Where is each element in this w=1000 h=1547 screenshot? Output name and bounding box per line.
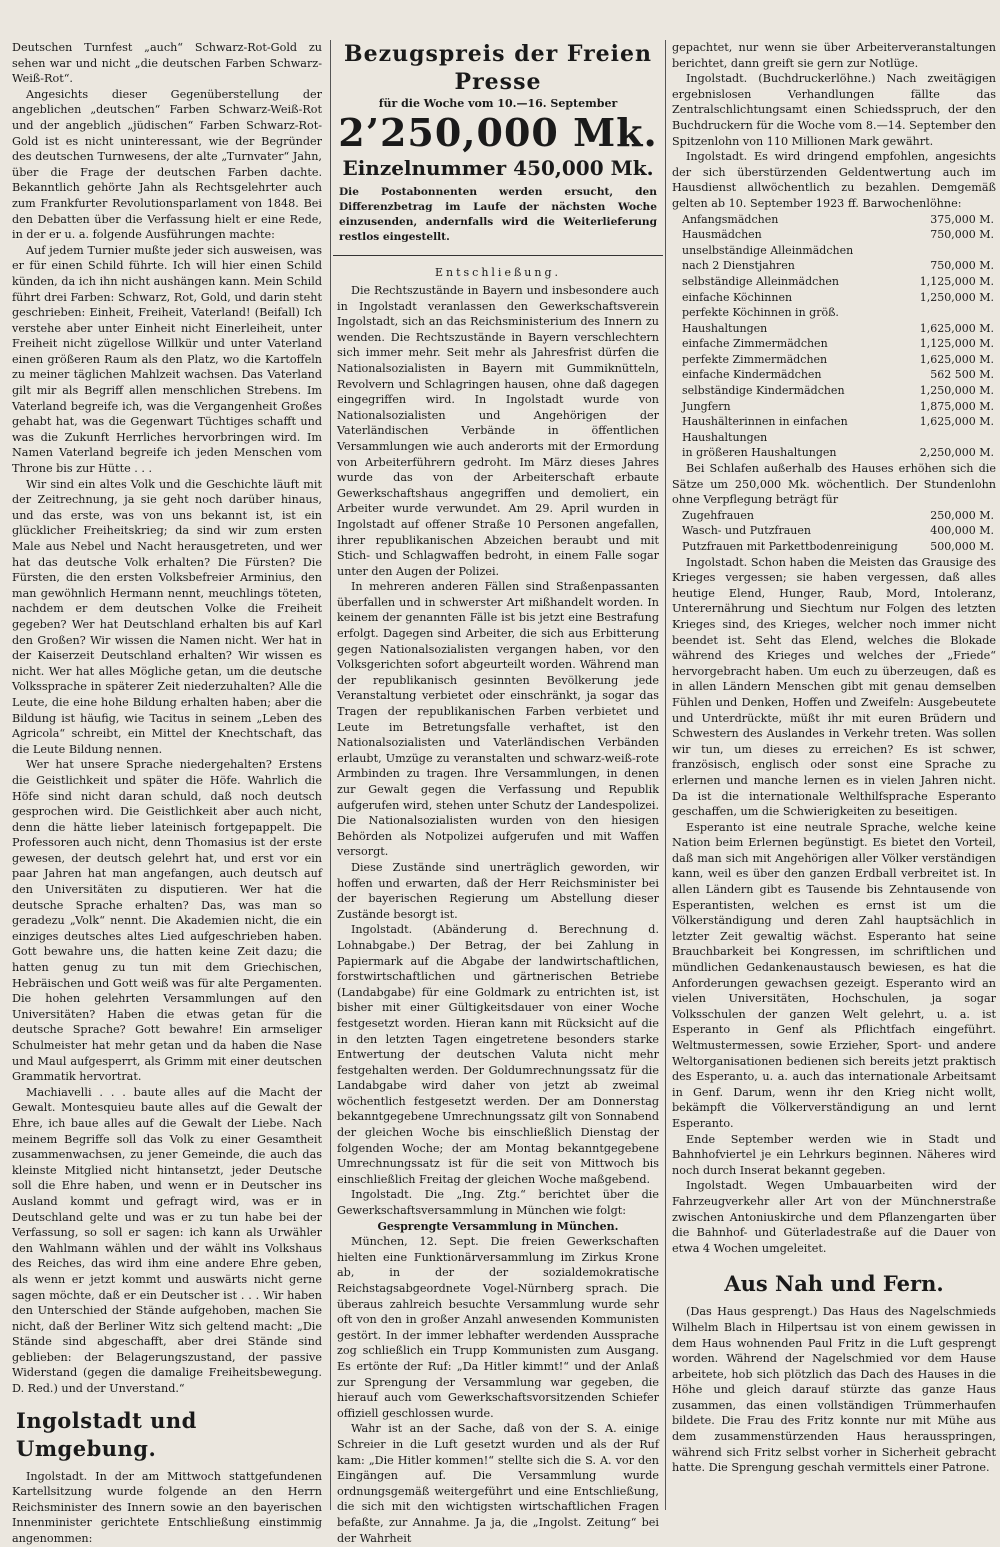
wage-value: 1,250,000 M. [919, 290, 994, 304]
article-paragraph: Ingolstadt. (Buchdruckerlöhne.) Nach zweitägigen ergebnislosen Verhandlungen fällte das Zentralschlichtungsamt einen Schiedsspruch, der den Buchdruckern für die Woche vom 8.—14. September den Spitzenlohn von 110 Millionen Mark gewährt. [672, 72, 996, 148]
article-paragraph: Wer hat unsere Sprache niedergehalten? Erstens die Geistlichkeit und später die Höfe. Wahrlich die Höfe sind nicht daran schuld, daß noch deutsch gesprochen wird. Die Geistlichkeit aber auch nicht, denn die hätte lieber lateinisch fortgepappelt. Die Professoren auch nicht, denn Thomasius ist der erste gewesen, der deutsch gelehrt hat, und erst vor ein paar Jahren hat man angefangen, auch deutsch auf den Universitäten zu disputieren. Wer hat die deutsche Sprache erhalten? Das, was man so geradezu „Volk“ nennt. Die Akademien nicht, die ein einziges deutsches altes Lied aufgeschrieben haben. Gott bewahre uns, die hatten keine Zeit dazu; die hatten genug zu tun mit dem Griechischen, Hebräischen und Gott weiß was für alte Pergamenten. Die hohen gelehrten Versammlungen auf den Universitäten? Haben die etwas getan für die deutsche Sprache? Gott bewahre! Ein armseliger Schulmeister hat mehr getan und da haben die Nase und Maul aufgesperrt, als Grimm mit einer deutschen Grammatik hervortrat. [12, 758, 322, 1084]
wage-label: perfekte Köchinnen in größ. [682, 306, 839, 320]
article-paragraph: Wir sind ein altes Volk und die Geschichte läuft mit der Zeitrechnung, ja sie geht noch darüber hinaus, und das erste, was von uns bekannt ist, ist ein glücklicher Freiheitskrieg; da sind wir zum ersten Male aus Nebel und Nacht herausgetreten, und wer hat das deutsche Volk erhalten? Die Fürsten? Die Fürsten, die den ersten Volksbefreier Arminius, den man gewöhnlich Hermann nennt, meuchlings töteten, nachdem er dem deutschen Volke die Freiheit gegeben? Wer hat Deutschland erhalten bis auf Karl den Großen? Wir wissen die Namen nicht. Wer hat in der Kaiserzeit Deutschland erhalten? Wir wissen es nicht. Wer hat alles Mögliche getan, um die deutsche Volkssprache in späterer Zeit niederzuhalten? Alle die Leute, die eine hohe Bildung erhalten haben; aber die Bildung ist häufig, wie Tacitus in seinem „Leben des Agricola“ schreibt, ein Mittel der Knechtschaft, das die Leute Bildung nennen. [12, 477, 322, 756]
article-paragraph: Die Rechtszustände in Bayern und insbesondere auch in Ingolstadt veranlassen den Gewerkschaftsverein Ingolstadt, sich an das Reichsministerium des Innern zu wenden. Die Rechtszustände in Bayern verschlechtern sich immer mehr. Seit mehr als Jahresfrist dürfen die Nationalsozialisten in Bayern mit Gummiknütteln, Revolvern und Schlagringen hausen, ohne daß dagegen eingegriffen wird. In Ingolstadt wurde von Nationalsozialisten und Angehörigen der Vaterländischen Verbände in öffentlichen Versammlungen wie auch anderorts mit der Ermordung von Arbeiterführern gedroht. Im März dieses Jahres wurde das von der Arbeiterschaft erbaute Gewerkschaftshaus angegriffen und demoliert, ein Arbeiter wurde verwundet. Am 29. April wurden in Ingolstadt auf offener Straße 10 Personen angefallen, ihrer republikanischen Abzeichen beraubt und mit Stich- und Schlagwaffen bedroht, in einem Falle sogar unter den Augen der Polizei. [337, 284, 659, 578]
subscription-note: Die Postabonnenten werden ersucht, den Differenzbetrag im Laufe der nächsten Woche einzusenden, andernfalls wird die Weiterlieferung restlos eingestellt. [339, 186, 657, 243]
wage-label: in größeren Haushaltungen [682, 446, 837, 460]
article-paragraph: gepachtet, nur wenn sie über Arbeiterveranstaltungen berichtet, dann greift sie gern zur Notlüge. [672, 41, 996, 70]
wage-row [674, 523, 994, 539]
wage-value: 400,000 M. [930, 524, 994, 538]
column-3 [668, 40, 1000, 1510]
article-paragraph: Ingolstadt. Es wird dringend empfohlen, angesichts der sich überstürzenden Geldentwertung auch im Hausdienst allwöchentlich zu bezahlen. Demgemäß gelten ab 10. September 1923 ff. Barwochenlöhne: [672, 150, 996, 210]
subscription-period: für die Woche vom 10.—16. September [378, 97, 618, 110]
wage-value: 1,625,000 M. [919, 352, 994, 366]
wage-row [674, 305, 994, 321]
wage-row [674, 212, 994, 228]
wage-label: Haushälterinnen in einfachen Haushaltungen [682, 415, 848, 444]
article-paragraph: Ende September werden wie in Stadt und Bahnhofviertel je ein Lehrkurs beginnen. Näheres wird noch durch Inserat bekannt gegeben. [672, 1132, 996, 1177]
wage-value: 250,000 M. [930, 508, 994, 522]
wage-value: 1,625,000 M. [919, 321, 994, 335]
wage-label: Anfangsmädchen [682, 212, 779, 226]
article-paragraph: Diese Zustände sind unerträglich geworden, wir hoffen und erwarten, daß der Herr Reichsminister bei der bayerischen Regierung um Abstellung dieser Zustände besorgt ist. [337, 860, 659, 921]
wage-value: 500,000 M. [930, 540, 994, 553]
wage-row [674, 274, 994, 290]
article-paragraph: Bei Schlafen außerhalb des Hauses erhöhen sich die Sätze um 250,000 Mk. wöchentlich. Der Stundenlohn ohne Verpflegung beträgt für [672, 462, 996, 507]
article-paragraph: Ingolstadt. In der am Mittwoch stattgefundenen Kartellsitzung wurde folgende an den Herrn Reichsminister des Innern sowie an den bayerischen Innenminister gerichtete Entschließung einstimmig angenommen: [12, 1469, 322, 1546]
article-paragraph: Deutschen Turnfest „auch“ Schwarz-Rot-Gold zu sehen war und nicht „die deutschen Farben Schwarz-Weiß-Rot“. [12, 41, 322, 86]
wage-table [668, 508, 1000, 555]
wage-row [674, 321, 994, 337]
column-rule [330, 40, 331, 1510]
sub-heading: Gesprengte Versammlung in München. [377, 1219, 619, 1233]
wage-row [674, 258, 994, 274]
wage-row [674, 367, 994, 383]
wage-label: perfekte Zimmermädchen [682, 352, 828, 366]
article-paragraph: Ingolstadt. Wegen Umbauarbeiten wird der Fahrzeugverkehr aller Art von der Münchnerstraße zwischen Antoniuskirche und dem Pflanzengarten über die Bahnhof- und Güterladestraße auf die Dauer von etwa 4 Wochen umgeleitet. [672, 1179, 996, 1255]
wage-row [674, 383, 994, 399]
wage-value: 1,875,000 M. [919, 399, 994, 413]
subscription-title: Bezugspreis der Freien Presse [343, 41, 653, 95]
wage-value: 1,250,000 M. [919, 384, 994, 398]
subscription-price: 2’250,000 Mk. [338, 110, 658, 155]
wage-value: 1,125,000 M. [919, 274, 994, 288]
column-2 [333, 40, 663, 1545]
wage-value [898, 243, 994, 259]
wage-value: 750,000 M. [930, 259, 994, 273]
wage-row [674, 290, 994, 306]
article-paragraph: Auf jedem Turnier mußte jeder sich ausweisen, was er für einen Schild führte. Ich will hier einen Schild künden, da ich ihn nicht aushängen kann. Mein Schild führt drei Farben: Schwarz, Rot, Gold, und darin steht geschrieben: Einheit, Freiheit, Vaterland! (Beifall) Ich verstehe aber unter Einheit nicht Einerleiheit, unter Freiheit nicht zügellose Willkür und unter Vaterland einen größeren Raum als den Platz, wo die Kartoffeln zu meiner täglichen Mahlzeit wachsen. Das Vaterland gilt mir als Begriff allen menschlichen Strebens. Im Vaterland begreife ich, was die Vergangenheit Großes gehabt hat, was die Gegenwart Tüchtiges schafft und was die Zukunft Herrliches hervorbringen wird. Im Namen Vaterland begreife ich jeden Menschen vom Throne bis zur Hütte . . . [12, 243, 322, 476]
wage-value: 562 500 M. [930, 368, 994, 382]
article-paragraph: Ingolstadt. (Abänderung d. Berechnung d. Lohnabgabe.) Der Betrag, der bei Zahlung in Papiermark auf die Abgabe der landwirtschaftlichen, forstwirtschaftlichen und gärtnerischen Betriebe (Landabgabe) für eine Goldmark zu entrichten ist, ist bisher mit einer Gültigkeitsdauer von einer Woche festgesetzt worden. Hieran kann mit Rücksicht auf die in den letzten Tagen eingetretene besonders starke Entwertung der deutschen Valuta nicht mehr festgehalten werden. Der Goldumrechnungssatz für die Landabgabe wird daher von jetzt ab zweimal wöchentlich festgesetzt werden. Der am Donnerstag bekanntgegebene Umrechnungssatz gilt von Sonnabend der gleichen Woche bis einschließlich Dienstag der folgenden Woche; der am Montag bekanntgegebene Umrechnungssatz ist für die seit von Mittwoch bis einschließlich Freitag der gleichen Woche maßgebend. [337, 923, 659, 1186]
wage-row [674, 352, 994, 368]
wage-row [674, 243, 994, 259]
wage-label: einfache Zimmermädchen [682, 337, 828, 351]
wage-value: 1,625,000 M. [919, 415, 994, 429]
wage-label: unselbständige Alleinmädchen [682, 243, 854, 257]
article-paragraph: Ingolstadt. Die „Ing. Ztg.“ berichtet über die Gewerkschaftsversammlung in München wie folgt: [337, 1188, 659, 1218]
column-1 [0, 40, 328, 1546]
article-paragraph: In mehreren anderen Fällen sind Straßenpassanten überfallen und in schwerster Art mißhandelt worden. In keinem der genannten Fälle ist bis jetzt eine Bestrafung erfolgt. Dagegen sind Arbeiter, die sich aus Erbitterung gegen Nationalsozialisten vergangen haben, vor den Volksgerichten sofort abgeurteilt worden. Während man der republikanisch gesinnten Bevölkerung jede Veranstaltung verbietet oder einschränkt, ja sogar das Tragen der republikanischen Farben verbietet und Leute im Betretungsfalle verhaftet, ist den Nationalsozialisten und Vaterländischen Verbänden erlaubt, Umzüge zu veranstalten und schwarz-weiß-rote Armbinden zu tragen. Ihre Versammlungen, in denen zur Gewalt gegen die Verfassung und Republik aufgerufen wird, stehen unter Schutz der Landespolizei. Die Nationalsozialisten wurden von den hiesigen Behörden als Notpolizei aufgerufen und mit Waffen versorgt. [337, 580, 659, 859]
article-paragraph: München, 12. Sept. Die freien Gewerkschaften hielten eine Funktionärversammlung im Zirkus Krone ab, in der der sozialdemokratische Reichstagsabgeordnete Vogel-Nürnberg sprach. Die überaus zahlreich besuchte Versammlung wurde sehr oft von den in großer Anzahl anwesenden Kommunisten gestört. In der immer lebhafter werdenden Aussprache zog schließlich ein Trupp Kommunisten zum Ausgang. Es ertönte der Ruf: „Da Hitler kimmt!“ und der Anlaß zur Sprengung der Versammlung war gegeben, die hierauf auch vom Gewerkschaftsvorsitzenden Schiefer offiziell geschlossen wurde. [337, 1235, 659, 1420]
wage-row [674, 399, 994, 415]
wage-row [674, 414, 994, 445]
article-paragraph: Wahr ist an der Sache, daß von der S. A. einige Schreier in die Luft gesetzt wurden und als der Ruf kam: „Die Hitler kommen!“ stellte sich die S. A. vor den Eingängen auf. Die Versammlung wurde ordnungsgemäß weitergeführt und eine Entschließung, die sich mit den wichtigsten wirtschaftlichen Fragen befaßte, zur Annahme. Ja ja, die „Ingolst. Zeitung“ bei der Wahrheit [337, 1422, 659, 1545]
wage-value [898, 305, 994, 321]
wage-row [674, 508, 994, 524]
wage-value: 375,000 M. [930, 212, 994, 226]
wage-row [674, 336, 994, 352]
wage-value: 2,250,000 M. [919, 446, 994, 460]
article-paragraph: Angesichts dieser Gegenüberstellung der angeblichen „deutschen“ Farben Schwarz-Weiß-Rot und der angeblich „jüdischen“ Farben Schwarz-Rot-Gold ist es nicht uninteressant, wie der Begründer des deutschen Turnwesens, der alte „Turnvater“ Jahn, über die Frage der deutschen Farben dachte. Bekanntlich gehörte Jahn als Rechtsgelehrter auch zum Frankfurter Revolutionsparlament von 1848. Bei den Debatten über die Verfassung hielt er eine Rede, in der er u. a. folgende Ausführungen machte: [12, 87, 322, 242]
single-issue-price: Einzelnummer 450,000 Mk. [342, 156, 654, 180]
wage-label: selbständige Alleinmädchen [682, 274, 839, 288]
article-paragraph: Machiavelli . . . baute alles auf die Macht der Gewalt. Montesquieu baute alles auf die Gewalt der Ehre, ich baue alles auf die Gewalt der Liebe. Nach meinem Begriffe soll das Volk zu einer Gesamtheit zusammenwachsen, zu jener Gemeinde, die auch das kleinste Mitglied nicht hintansetzt, jeder Deutsche soll die Ehre haben, und wenn er in Deutscher ins Ausland kommt und gefragt wird, was er in Deutschland gelte und was er zu tun habe bei der Verfassung, so soll er sagen: ich kann als Urwähler den Wahlmann wählen und der wählt ins Volkshaus des Reiches, das wird ihm eine andere Ehre geben, als wenn er jetzt kommt und auswärts nicht gerne sagen möchte, daß er ein Deutscher ist . . . Wir haben den Unterschied der Stände aufgehoben, machen Sie nicht, daß der Berliner Witz sich geltend macht: „Die Stände sind abgeschafft, aber drei Stände sind geblieben: der Belagerungszustand, der passive Widerstand (gegen die damalige Freiheitsbewegung. D. Red.) und der Unverstand.“ [12, 1085, 322, 1396]
wage-label: Jungfern [682, 399, 731, 413]
article-paragraph: (Das Haus gesprengt.) Das Haus des Nagelschmieds Wilhelm Blach in Hilpertsau ist von einem gewissen in dem Haus wohnenden Paul Fritz in die Luft gesprengt worden. Während der Nagelschmied vor dem Hause arbeitete, hob sich plötzlich das Dach des Hauses in die Höhe und gleich darauf stürzte das ganze Haus zusammen, das einen vollständigen Trümmerhaufen bildete. Die Frau des Fritz konnte nur mit Mühe aus dem zusammenstürzenden Haus herausspringen, während sich Fritz selbst vorher in Sicherheit gebracht hatte. Die Sprengung geschah vermittels einer Patrone. [672, 1305, 996, 1475]
section-heading: Ingolstadt und Umgebung. [16, 1407, 197, 1461]
resolution-heading: Entschließung. [434, 266, 562, 279]
wage-label: Haushaltungen [682, 321, 768, 335]
section-heading: Aus Nah und Fern. [724, 1271, 944, 1297]
wage-row [674, 445, 994, 461]
wage-value: 1,125,000 M. [919, 337, 994, 351]
wage-label: nach 2 Dienstjahren [682, 259, 795, 273]
wage-label: einfache Köchinnen [682, 290, 793, 304]
wage-row [674, 227, 994, 243]
subscription-box [333, 40, 663, 256]
wage-label: selbständige Kindermädchen [682, 384, 845, 398]
wage-label: Hausmädchen [682, 228, 762, 242]
wage-label: Wasch- und Putzfrauen [682, 524, 811, 538]
wage-label: einfache Kindermädchen [682, 368, 822, 382]
article-paragraph: Esperanto ist eine neutrale Sprache, welche keine Nation beim Erlernen begünstigt. Es bietet den Vorteil, daß man sich mit Angehörigen aller Völker verständigen kann, weil es über den ganzen Erdball verbreitet ist. In allen Ländern gibt es Tausende bis Zehntausende von Esperantisten, welchen es ernst ist um die Völkerständigung und deren Zahl hauptsächlich in letzter Zeit gewaltig wächst. Esperanto hat seine Brauchbarkeit bei Kongressen, im schriftlichen und mündlichen Gedankenaustausch bewiesen, es hat die Anforderungen gewachsen gezeigt. Esperanto wird an vielen Universitäten, Hochschulen, ja sogar Volksschulen der ganzen Welt gelehrt, u. a. ist Esperanto in Genf als Pflichtfach eingeführt. Weltmustermessen, sowie Erzieher, Sport- und andere Weltorganisationen bedienen sich bereits jetzt praktisch des Esperanto, u. a. auch das internationale Arbeitsamt in Genf. Darum, wenn ihr den Krieg nicht wollt, bekämpft die Völkerverständigung an und lernt Esperanto. [672, 820, 996, 1130]
wage-value: 750,000 M. [930, 228, 994, 242]
wage-row [674, 539, 994, 555]
wage-label: Zugehfrauen [682, 508, 754, 522]
wage-label: Putzfrauen mit Parkettbodenreinigung [682, 540, 898, 553]
column-rule [665, 40, 666, 1510]
wage-table [668, 212, 1000, 462]
article-paragraph: Ingolstadt. Schon haben die Meisten das Grausige des Krieges vergessen; sie haben vergessen, daß alles heutige Elend, Hunger, Raub, Mord, Intoleranz, Unterernährung und Siechtum nur Folgen des letzten Krieges sind, des Krieges, welcher noch immer nicht beendet ist. Seht das Elend, welches die Blokade während des Krieges und welches der „Friede“ hervorgebracht haben. Um euch zu überzeugen, daß es in allen Ländern Menschen gibt mit genau demselben Fühlen und Denken, Hoffen und Zweifeln: Ausgebeutete und Unterdrückte, müßt ihr mit euren Brüdern und Schwestern des Auslandes in Verkehr treten. Was sollen wir tun, um dieses zu erreichen? Es ist schwer, französisch, englisch oder sonst eine Sprache zu erlernen und manche lernen es in vielen Jahren nicht. Da ist die internationale Welthilfsprache Esperanto geschaffen, um die Schwierigkeiten zu beseitigen. [672, 555, 996, 819]
